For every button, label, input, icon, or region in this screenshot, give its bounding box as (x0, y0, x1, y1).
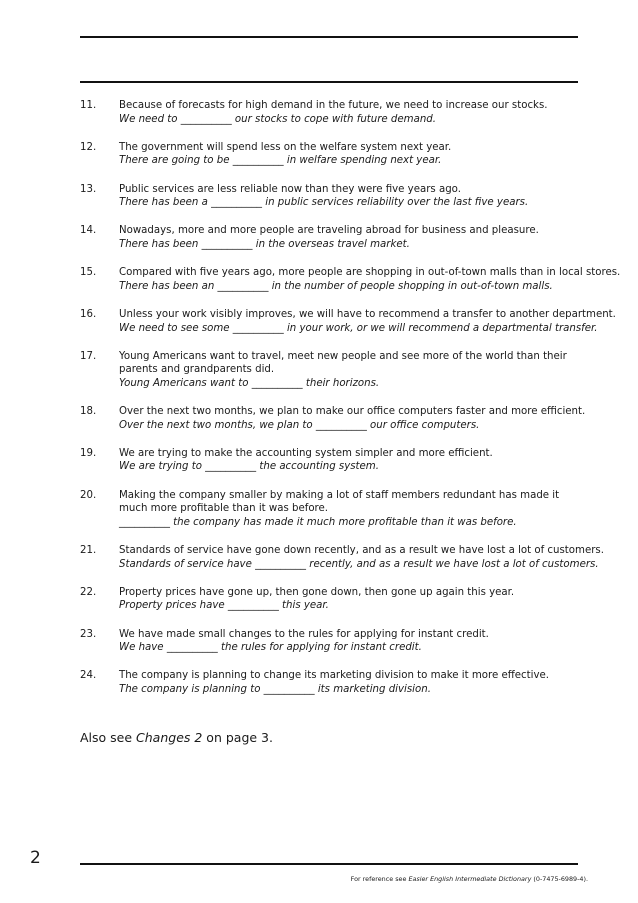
original-sentence: Because of forecasts for high demand in the future, we need to increase our stocks. (119, 100, 548, 111)
exercise-item (80, 405, 586, 432)
original-sentence: We are trying to make the accounting system simpler and more efficient. (119, 447, 493, 459)
footer-title: Easier English Intermediate Dictionary (408, 875, 532, 883)
top-rule (80, 36, 578, 38)
original-sentence: Young Americans want to travel, meet new people and see more of the world than their parents and grandparents did. (119, 350, 567, 376)
rewrite-sentence: There are going to be __________ in welfare spending next year. (119, 155, 442, 167)
rewrite-sentence: There has been a __________ in public services reliability over the last five years. (119, 197, 529, 209)
rewrite-sentence: There has been an __________ in the number of people shopping in out-of-town malls. (119, 280, 553, 292)
exercise-item (80, 266, 621, 293)
rewrite-sentence: Young Americans want to __________ their horizons. (119, 377, 380, 389)
footer-reference (351, 875, 588, 883)
exercise-item (80, 224, 580, 251)
rewrite-sentence: The company is planning to __________ its marketing division. (119, 683, 431, 695)
also-see-note (80, 730, 273, 745)
exercise-item (80, 183, 580, 210)
original-sentence: Compared with five years ago, more people are shopping in out-of-town malls than in local stores. (119, 267, 621, 279)
also-see-prefix: Also see (80, 730, 137, 745)
original-sentence: Over the next two months, we plan to make our office computers faster and more efficient. (119, 406, 586, 418)
exercise-item (80, 489, 580, 530)
footer-prefix: For reference see (350, 875, 409, 883)
exercise-item (80, 544, 604, 571)
original-sentence: We have made small changes to the rules for applying for instant credit. (119, 628, 489, 640)
original-sentence: Nowadays, more and more people are traveling abroad for business and pleasure. (119, 225, 539, 237)
exercise-item (80, 141, 580, 168)
also-see-suffix: on page 3. (202, 730, 273, 745)
exercise-item (80, 628, 580, 655)
header-rule (80, 81, 578, 83)
rewrite-sentence: We need to see some __________ in your work, or we will recommend a departmental transfer. (119, 322, 598, 334)
original-sentence: Property prices have gone up, then gone down, then gone up again this year. (119, 586, 515, 598)
rewrite-sentence: We need to __________ our stocks to cope with future demand. (119, 113, 436, 125)
original-sentence: Unless your work visibly improves, we will have to recommend a transfer to another department. (119, 308, 616, 320)
rewrite-sentence: We have __________ the rules for applying for instant credit. (119, 642, 422, 654)
exercise-number: 20. (80, 489, 97, 501)
exercise-number: 11. (80, 100, 97, 111)
exercise-list (80, 99, 621, 711)
exercise-item (80, 669, 580, 696)
exercise-item (80, 447, 580, 474)
page-number: 2 (30, 848, 41, 868)
exercise-number: 15. (80, 267, 97, 279)
exercise-number: 13. (80, 183, 97, 195)
original-sentence: The company is planning to change its marketing division to make it more effective. (119, 670, 550, 682)
footer-suffix: (0-7475-6989-4). (531, 875, 588, 883)
rewrite-sentence: Over the next two months, we plan to __________ our office computers. (119, 419, 480, 431)
exercise-number: 21. (80, 545, 97, 556)
exercise-item (80, 586, 580, 613)
original-sentence: Making the company smaller by making a lot of staff members redundant has made it much more profitable than it was before. (119, 489, 560, 515)
rewrite-sentence: Property prices have __________ this year. (119, 600, 329, 612)
rewrite-sentence: We are trying to __________ the accounting system. (119, 461, 379, 473)
exercise-number: 18. (80, 406, 97, 418)
exercise-number: 14. (80, 225, 97, 237)
exercise-number: 22. (80, 586, 97, 598)
exercise-number: 17. (80, 350, 97, 362)
exercise-item (80, 99, 580, 126)
rewrite-sentence: __________ the company has made it much more profitable than it was before. (119, 516, 517, 528)
exercise-number: 12. (80, 141, 97, 153)
exercise-item (80, 308, 616, 335)
rewrite-sentence: There has been __________ in the overseas travel market. (119, 238, 410, 250)
exercise-number: 23. (80, 628, 97, 640)
exercise-number: 19. (80, 447, 97, 459)
original-sentence: Standards of service have gone down recently, and as a result we have lost a lot of customers. (119, 545, 604, 556)
footer-rule (80, 863, 578, 865)
original-sentence: The government will spend less on the welfare system next year. (119, 141, 452, 153)
also-see-title: Changes 2 (136, 730, 203, 745)
original-sentence: Public services are less reliable now than they were five years ago. (119, 183, 461, 195)
exercise-number: 24. (80, 670, 97, 682)
rewrite-sentence: Standards of service have __________ recently, and as a result we have lost a lot of customers. (119, 558, 599, 570)
exercise-item (80, 350, 580, 391)
exercise-number: 16. (80, 308, 97, 320)
